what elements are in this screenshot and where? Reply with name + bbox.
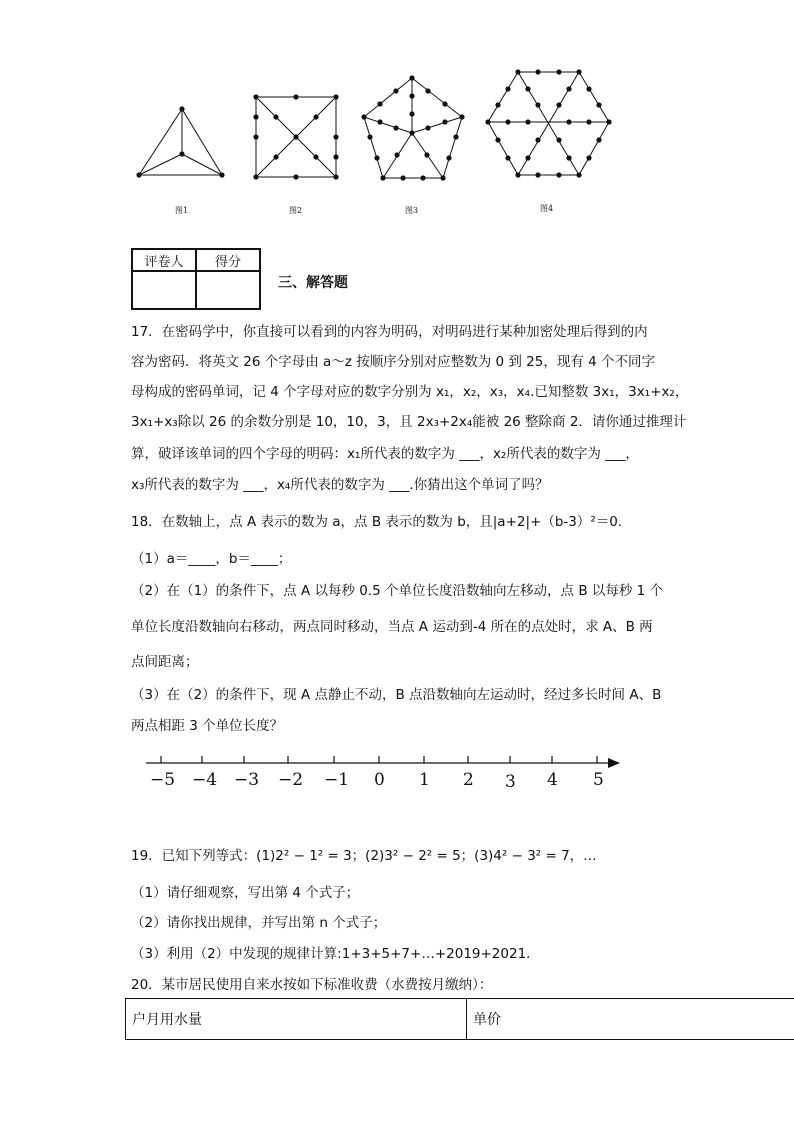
- q18-line-5: 点间距离；: [131, 654, 199, 670]
- tick-label: 2: [463, 770, 474, 790]
- q19-line-2: （1）请仔细观察，写出第 4 个式子；: [131, 885, 360, 901]
- q19-line-1: 19．已知下列等式：(1)2² − 1² = 3；(2)3² − 2² = 5；(3)4² − 3² = 7，…: [131, 848, 597, 864]
- score-header: 得分: [196, 249, 260, 271]
- q17-line-3: 母构成的密码单词，记 4 个字母对应的数字分别为 x₁，x₂，x₃，x₄.已知整数 3x₁，3x₁+x₂，: [131, 384, 689, 400]
- grader-cell[interactable]: [132, 271, 196, 309]
- figure-caption-1: 图1: [175, 206, 189, 215]
- q20-line-1: 20．某市居民使用自来水按如下标准收费（水费按月缴纳）：: [131, 977, 493, 993]
- unit-price-header: 单价: [467, 999, 794, 1040]
- q19-line-3: （2）请你找出规律，并写出第 n 个式子；: [131, 915, 387, 931]
- tick-label: −5: [150, 770, 176, 790]
- tick-label: 4: [547, 770, 558, 790]
- q18-line-2: （1）a＝____，b＝____；: [131, 551, 292, 567]
- q17-line-5: 算，破译该单词的四个字母的明码：x₁所代表的数字为 ___，x₂所代表的数字为 ___，: [131, 446, 639, 462]
- tick-label: 3: [505, 772, 516, 792]
- q17-line-4: 3x₁+x₃除以 26 的余数分别是 10，10，3，且 2x₃+2x₄能被 26 整除商 2．请你通过推理计: [131, 414, 687, 430]
- score-cell[interactable]: [196, 271, 260, 309]
- figure-caption-3: 图3: [405, 206, 419, 215]
- tick-label: 5: [593, 770, 604, 790]
- tick-label: 0: [374, 770, 385, 790]
- q18-line-4: 单位长度沿数轴向右移动，两点同时移动，当点 A 运动到-4 所在的点处时，求 A、B 两: [131, 619, 653, 635]
- tick-label: −1: [324, 770, 350, 790]
- score-table: [131, 248, 261, 310]
- q18-line-7: 两点相距 3 个单位长度？: [131, 718, 284, 734]
- q18-line-6: （3）在（2）的条件下，现 A 点静止不动，B 点沿数轴向左运动时，经过多长时间 A、B: [131, 687, 662, 703]
- water-price-table: [125, 998, 794, 1040]
- q18-line-1: 18．在数轴上，点 A 表示的数为 a，点 B 表示的数为 b，且|a+2|+（b-3）²＝0．: [131, 514, 632, 530]
- grader-header: 评卷人: [132, 249, 196, 271]
- q17-line-6: x₃所代表的数字为 ___，x₄所代表的数字为 ___.你猜出这个单词了吗？: [131, 477, 549, 493]
- tick-label: −2: [278, 770, 304, 790]
- q17-line-2: 容为密码．将英文 26 个字母由 a～z 按顺序分别对应整数为 0 到 25，现有 4 个不同字: [131, 354, 656, 370]
- water-usage-header: 户月用水量: [126, 999, 467, 1040]
- tick-label: 1: [419, 770, 430, 790]
- figures-graphic: [130, 62, 630, 192]
- section-title: 三、解答题: [278, 275, 348, 291]
- tick-label: −3: [234, 770, 260, 790]
- figure-caption-4: 图4: [540, 204, 554, 213]
- q19-line-4: （3）利用（2）中发现的规律计算:1+3+5+7+…+2019+2021．: [131, 946, 540, 962]
- q17-line-1: 17．在密码学中，你直接可以看到的内容为明码，对明码进行某种加密处理后得到的内: [131, 324, 648, 340]
- q18-line-3: （2）在（1）的条件下，点 A 以每秒 0.5 个单位长度沿数轴向左移动，点 B 以每秒 1 个: [131, 583, 664, 599]
- tick-label: −4: [192, 770, 218, 790]
- figure-caption-2: 图2: [289, 206, 303, 215]
